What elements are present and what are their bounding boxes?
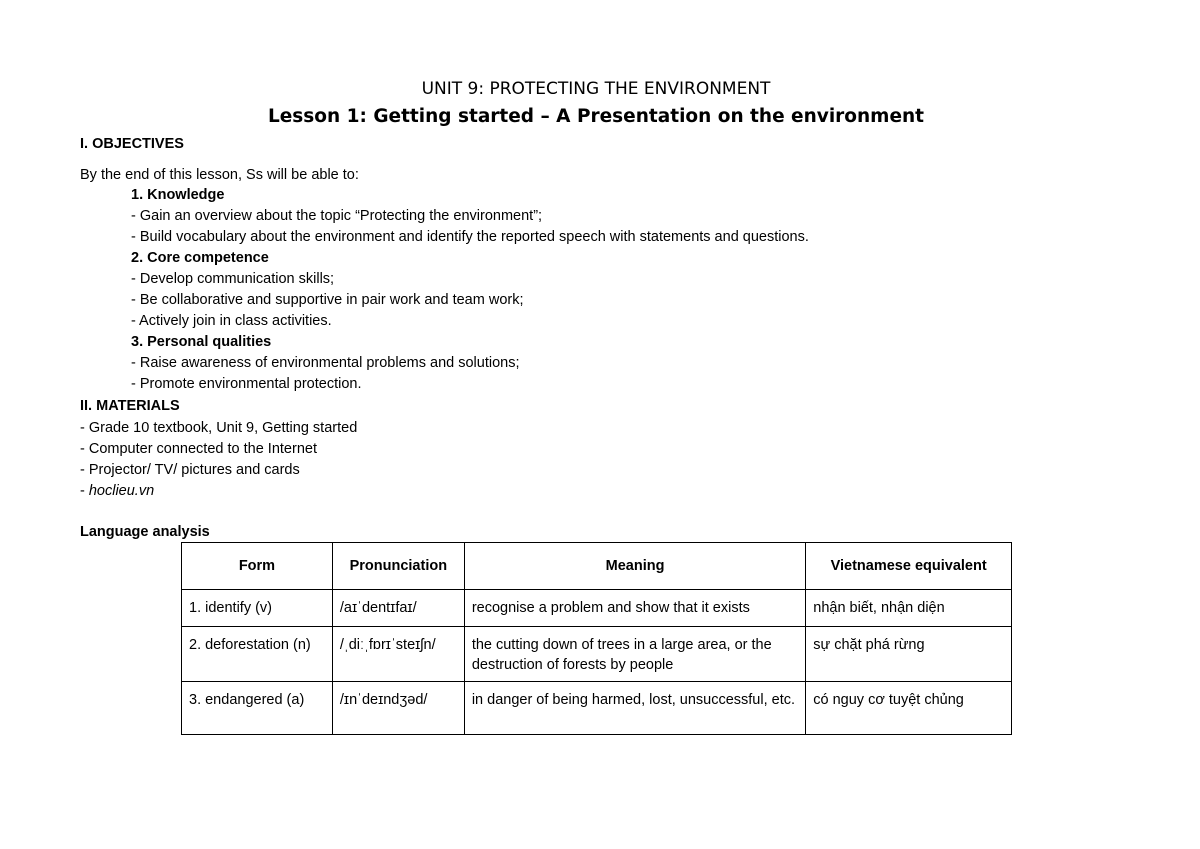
unit-title: UNIT 9: PROTECTING THE ENVIRONMENT <box>421 79 771 99</box>
meaning-cell: the cutting down of trees in a large area, or the destruction of forests by people <box>464 627 805 682</box>
materials-heading: II. MATERIALS <box>80 398 180 414</box>
core-item: - Develop communication skills; <box>131 271 335 287</box>
vietnamese-cell: có nguy cơ tuyệt chủng <box>806 682 1012 735</box>
table-header-row <box>182 543 1012 590</box>
pronunciation-cell: /ˌdiːˌfɒrɪˈsteɪʃn/ <box>332 627 464 682</box>
table-row <box>182 590 1012 627</box>
knowledge-item: - Gain an overview about the topic “Protecting the environment”; <box>131 208 543 224</box>
language-analysis-heading: Language analysis <box>80 524 210 540</box>
materials-item: - Projector/ TV/ pictures and cards <box>80 462 300 478</box>
pronunciation-cell: /ɪnˈdeɪndʒəd/ <box>332 682 464 735</box>
form-cell: 1. identify (v) <box>182 590 333 627</box>
core-item: - Actively join in class activities. <box>131 313 332 329</box>
hoclieu-link[interactable]: hoclieu.vn <box>88 483 155 499</box>
form-cell: 2. deforestation (n) <box>182 627 333 682</box>
column-header-vietnamese: Vietnamese equivalent <box>806 543 1012 590</box>
core-competence-heading: 2. Core competence <box>131 250 269 266</box>
column-header-meaning: Meaning <box>464 543 805 590</box>
materials-item-prefix: - <box>80 483 89 499</box>
objectives-heading: I. OBJECTIVES <box>80 136 184 152</box>
form-cell: 3. endangered (a) <box>182 682 333 735</box>
materials-item: - Grade 10 textbook, Unit 9, Getting started <box>80 420 358 436</box>
table-row <box>182 682 1012 735</box>
pronunciation-cell: /aɪˈdentɪfaɪ/ <box>332 590 464 627</box>
meaning-cell: recognise a problem and show that it exists <box>464 590 805 627</box>
materials-item <box>80 482 154 500</box>
objectives-intro: By the end of this lesson, Ss will be able to: <box>80 167 359 183</box>
language-analysis-table <box>181 542 1012 735</box>
personal-qualities-heading: 3. Personal qualities <box>131 334 272 350</box>
vietnamese-cell: sự chặt phá rừng <box>806 627 1012 682</box>
lesson-title: Lesson 1: Getting started – A Presentation on the environment <box>267 106 925 127</box>
knowledge-item: - Build vocabulary about the environment and identify the reported speech with statements and questions. <box>131 229 809 245</box>
vietnamese-cell: nhận biết, nhận diện <box>806 590 1012 627</box>
personal-item: - Promote environmental protection. <box>131 376 362 392</box>
column-header-form: Form <box>182 543 333 590</box>
table-row <box>182 627 1012 682</box>
materials-item: - Computer connected to the Internet <box>80 441 317 457</box>
meaning-cell: in danger of being harmed, lost, unsuccessful, etc. <box>464 682 805 735</box>
personal-item: - Raise awareness of environmental problems and solutions; <box>131 355 520 371</box>
knowledge-heading: 1. Knowledge <box>131 187 225 203</box>
core-item: - Be collaborative and supportive in pair work and team work; <box>131 292 524 308</box>
column-header-pronunciation: Pronunciation <box>332 543 464 590</box>
